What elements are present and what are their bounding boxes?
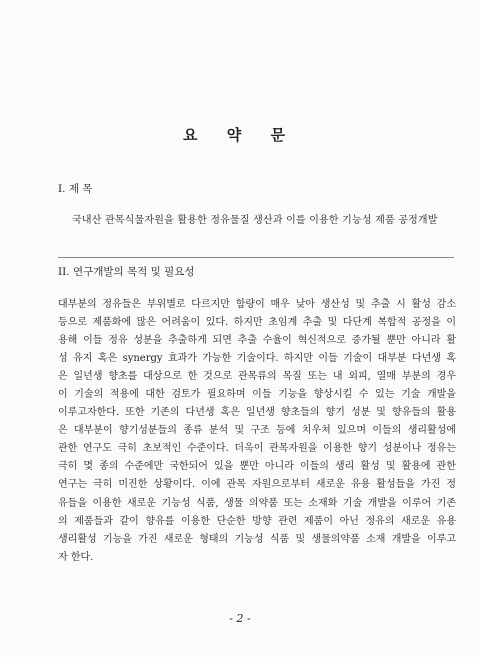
paragraph-line: 이 기술의 적용에 대한 검토가 필요하며 이들 기능을 향상시킬 수 있는 기술 개발을	[58, 389, 456, 401]
paragraph-line: 등으로 제품화에 많은 어려움이 있다. 하지만 초임계 추출 및 다단계 복합적 공정을 이	[58, 317, 456, 329]
paragraph-line: 성 유지 혹은 synergy 효과가 가능한 기술이다. 하지만 이들 기술이 대부분 다년생 혹	[58, 353, 456, 365]
paragraph-line: 극히 몇 종의 수준에만 국한되어 있을 뿐만 아니라 이들의 생리 활성 및 활용에 관한	[58, 461, 456, 473]
section-divider	[58, 257, 454, 258]
paragraph-line: 용해 이들 정유 성분을 추출하게 되면 추출 수율이 혁신적으로 증가될 뿐만 아니라 활	[58, 335, 456, 347]
paragraph-line: 관한 연구도 극히 초보적인 수준이다. 더욱이 관목자원을 이용한 향기 성분이나 정유는	[58, 443, 456, 455]
summary-title: 요 약 문	[183, 126, 297, 144]
project-title: 국내산 관목식물자원을 활용한 정유물질 생산과 이를 이용한 기능성 제품 공정개발	[72, 215, 438, 226]
section2-heading: II. 연구개발의 목적 및 필요성	[58, 266, 195, 278]
purpose-paragraph	[58, 296, 456, 567]
paragraph-line: 유들을 이용한 새로운 기능성 식품, 생물 의약품 또는 소재화 기술 개발을 이루어 기존	[58, 497, 456, 509]
paragraph-line: 연구는 극히 미진한 상황이다. 이에 관목 자원으로부터 새로운 유용 활성들을 가진 정	[58, 479, 456, 491]
page-number: - 2 -	[229, 612, 251, 625]
section1-heading: I. 제 목	[58, 183, 93, 195]
paragraph-line: 생리활성 기능을 가진 새로운 형태의 기능성 식품 및 생물의약품 소재 개발을 이루고	[58, 533, 456, 545]
paragraph-line: 이루고자한다. 또한 기존의 다년생 혹은 일년생 향초들의 향기 성분 및 향유들의 활용	[58, 407, 456, 419]
paragraph-line: 의 제품들과 같이 향유를 이용한 단순한 방향 관련 제품이 아닌 정유의 새로운 유용	[58, 515, 456, 527]
paragraph-line: 대부분의 정유들은 부위별로 다르지만 함량이 매우 낮아 생산성 및 추출 시 활성 감소	[58, 299, 456, 310]
paragraph-line: 은 일년생 향초를 대상으로 한 것으로 관목류의 목질 또는 내 외피, 열매 부분의 경우	[58, 371, 456, 383]
paragraph-line: 자 한다.	[58, 551, 94, 563]
paragraph-line: 은 대부분이 향기성분들의 종류 분석 및 구조 등에 치우쳐 있으며 이들의 생리활성에	[58, 425, 456, 437]
